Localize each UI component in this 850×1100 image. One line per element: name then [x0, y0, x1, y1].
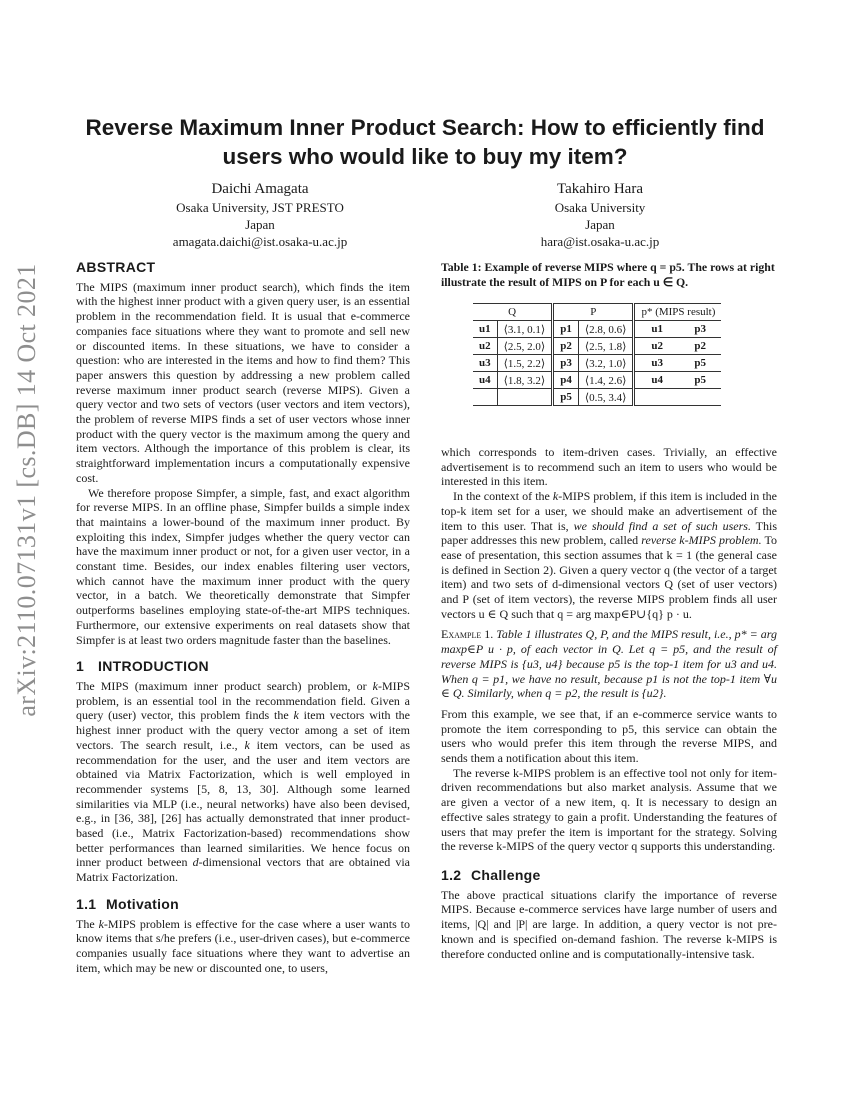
text-run: item vectors with the highest inner product with the query vector among a set of item vectors. The search result, i.e.,	[76, 708, 411, 752]
cell-p: p2	[553, 338, 579, 355]
cell-result-p: p2	[679, 338, 721, 355]
abstract-paragraph-2: We therefore propose Simpfer, a simple, fast, and exact algorithm for reverse MIPS. In an offline phase, Simpfer builds a simple index that maintains a lower-bound of the maximum inner product. By exploiting this index, Simpfer judges whether the query vector can have the maximum inner product or not, for a given user vector, in a constant time. Besides, our index enables filtering user vectors, which cannot have the maximum inner product with the query vector, in a batch. We theoretically demonstrate that Simpfer outperforms baselines employing state-of-the-art MIPS techniques. Furthermore, our extensive experiments on real datasets show that Simpfer is at least two orders magnitude faster than the baselines.	[76, 485, 410, 647]
table-row	[473, 321, 721, 338]
author-block-1	[110, 180, 410, 250]
table-row	[473, 355, 721, 372]
text-run: -dimensional vectors that are obtained via Matrix Factorization.	[76, 855, 410, 885]
text-run: To ease of presentation, this section assumes that k = 1 (the general case is defined in Section 2). Given a query vector q (the vector of a target item) and two sets of d-dimensional vectors Q (set of user vectors) and P (set of item vectors), the reverse MIPS problem finds all user vectors u ∈ Q such that q = arg maxp∈P∪{q} p · u.	[441, 533, 777, 621]
context-paragraph	[441, 489, 777, 621]
market-analysis-paragraph: The reverse k-MIPS problem is an effective tool not only for item-driven recommendations but also market analysis. Assume that we are given a vector of a new item, q. It is necessary to design an effective sales strategy to gain a profit. Understanding the features of users that may prefer the item is important for the strategy. Solving the reverse k-MIPS of the query vector q supports this understanding.	[441, 765, 777, 854]
author-name: Daichi Amagata	[211, 181, 309, 197]
author-email: amagata.daichi@ist.osaka-u.ac.jp	[172, 234, 348, 249]
author-country: Japan	[585, 217, 615, 232]
cell-u-vector: ⟨3.1, 0.1⟩	[497, 321, 553, 338]
intro-heading	[76, 659, 410, 674]
author-block-2	[450, 180, 750, 250]
cell-u: u2	[473, 338, 497, 355]
author-affiliation: Osaka University, JST PRESTO	[176, 200, 344, 215]
cell-p: p5	[553, 389, 579, 406]
header-mips-result: p* (MIPS result)	[634, 304, 721, 321]
header-p: P	[553, 304, 634, 321]
cell-p: p1	[553, 321, 579, 338]
cell-p-vector: ⟨1.4, 2.6⟩	[578, 372, 634, 389]
cell-u: u1	[473, 321, 497, 338]
author-country: Japan	[245, 217, 275, 232]
author-name: Takahiro Hara	[557, 181, 643, 197]
text-run: -MIPS problem is effective for the case where a user wants to know items that s/he prefers (i.e., user-driven cases), but e-commerce companies usually face situations where they want to advertise an item, which may be new or discounted one, to users,	[76, 916, 411, 975]
table-header-row	[473, 304, 721, 321]
arxiv-sidebar	[5, 263, 49, 717]
cell-result-u	[634, 389, 679, 406]
section-title: Challenge	[471, 866, 541, 883]
section-number: 1	[76, 658, 85, 675]
cell-u: u4	[473, 372, 497, 389]
math-var: k	[552, 489, 559, 504]
mips-example-table	[473, 303, 721, 406]
math-var: k	[244, 737, 250, 752]
abstract-paragraph-1: The MIPS (maximum inner product search), which finds the item with the highest inner product with a given query user, is an essential problem in the recommendation field. It is usual that e-commerce companies face situations where they want to promote and sell new or discounted items. In these situations, we have to consider a question: who are interested in the items and how to find them? This paper answers this question by addressing a new problem called reverse maximum inner product search (reverse MIPS). Given a query vector and two sets of vectors (user vectors and item vectors), the problem of reverse MIPS finds a set of user vectors whose inner product with the query vector is the maximum among the query and item vectors. Although the importance of this problem is clear, its straightforward implementation incurs a computationally expensive cost.	[76, 279, 410, 485]
author-affiliation: Osaka University	[554, 200, 646, 215]
cell-result-p	[679, 389, 721, 406]
section-number: 1.1	[76, 895, 97, 912]
section-number: 1.2	[441, 866, 462, 883]
cell-p-vector: ⟨3.2, 1.0⟩	[578, 355, 634, 372]
author-email: hara@ist.osaka-u.ac.jp	[540, 234, 660, 249]
cell-p-vector: ⟨0.5, 3.4⟩	[578, 389, 634, 406]
motivation-heading	[76, 897, 410, 912]
paper-title: Reverse Maximum Inner Product Search: How to efficiently find users who would like to buy my item?	[85, 115, 765, 169]
challenge-heading	[441, 868, 777, 883]
arxiv-identifier: arXiv:2110.07131v1 [cs.DB] 14 Oct 2021	[12, 263, 41, 717]
example-1	[441, 627, 777, 701]
example-text: Table 1 illustrates Q, P, and the MIPS result, i.e., p* = arg maxp∈P u · p, of each vector in Q. Let q = p5, and the result of reverse MIPS is {u3, u4} because p5 is the top-1 item for u3 and u4. When q = p1, we have no result, because p1 is not the top-1 item ∀u ∈ Q. Similarly, when q = p2, the result is {u2}.	[441, 627, 777, 701]
cell-u	[473, 389, 497, 406]
right-column	[441, 445, 777, 961]
cell-p-vector: ⟨2.5, 1.8⟩	[578, 338, 634, 355]
table-row	[473, 338, 721, 355]
example-followup-paragraph: From this example, we see that, if an e-commerce service wants to promote the item corresponding to p5, this service can obtain the users who would prefer this item through the reverse MIPS, and sends them a notification about this item.	[441, 706, 777, 766]
table-caption: Table 1: Example of reverse MIPS where q = p5. The rows at right illustrate the result of MIPS on P for each u ∈ Q.	[441, 260, 775, 289]
text-run: The MIPS (maximum inner product search) problem, or	[76, 678, 373, 693]
math-var: k	[372, 678, 378, 693]
cell-p: p4	[553, 372, 579, 389]
left-column	[76, 260, 410, 975]
example-label: Example 1.	[441, 627, 494, 642]
cell-result-u: u3	[634, 355, 679, 372]
abstract-heading: ABSTRACT	[76, 259, 156, 275]
continuation-paragraph: which corresponds to item-driven cases. Trivially, an effective advertisement is to recommend such an item to users who would be interested in this item.	[441, 445, 777, 489]
cell-p: p3	[553, 355, 579, 372]
motivation-paragraph	[76, 917, 410, 976]
cell-result-u: u1	[634, 321, 679, 338]
header-q: Q	[473, 304, 553, 321]
section-title: INTRODUCTION	[98, 658, 209, 675]
cell-result-p: p5	[679, 355, 721, 372]
math-var: d	[192, 855, 199, 870]
text-run: This paper addresses this new problem, called	[441, 518, 778, 548]
emphasis-text: we should find a set of such users.	[573, 518, 751, 533]
cell-result-u: u4	[634, 372, 679, 389]
text-run: The	[76, 916, 99, 931]
cell-u-vector	[497, 389, 553, 406]
challenge-paragraph: The above practical situations clarify the importance of reverse MIPS. Because e-commerce services have large number of users and items, |Q| and |P| are large. In addition, a query vector is not pre-known and is specified on-demand fashion. The reverse k-MIPS is therefore conducted online and is computationally-intensive task.	[441, 887, 777, 961]
cell-u-vector: ⟨1.8, 3.2⟩	[497, 372, 553, 389]
text-run: -MIPS problem, is an essential tool in the recommendation field. Given a query (user) vector, this problem finds the	[76, 678, 410, 723]
emphasis-text: reverse k-MIPS problem.	[641, 533, 762, 548]
text-run: item vectors, can be used as recommendation for the user, and the user and item vectors are obtained via Matrix Factorization, which is well employed in recommender systems [5, 8, 13, 30]. Although some learned similarities via MLP (i.e., neural networks) have also been devised, e.g., in [36, 38], [26] has actually demonstrated that inner product-based (i.e., Matrix Factorization-based) recommendations show better performances than learned similarities. We hence focus on inner product between	[76, 737, 410, 870]
text-run: In the context of the	[453, 489, 553, 504]
section-title: Motivation	[106, 895, 179, 912]
cell-u-vector: ⟨1.5, 2.2⟩	[497, 355, 553, 372]
table-row	[473, 389, 721, 406]
math-var: k	[98, 916, 104, 931]
cell-p-vector: ⟨2.8, 0.6⟩	[578, 321, 634, 338]
cell-result-p: p5	[679, 372, 721, 389]
cell-result-p: p3	[679, 321, 721, 338]
cell-u-vector: ⟨2.5, 2.0⟩	[497, 338, 553, 355]
cell-result-u: u2	[634, 338, 679, 355]
intro-paragraph	[76, 679, 410, 885]
text-run: -MIPS problem, if this item is included in the top-k item set for a user, we should make an advertisement of the item to this user. That is,	[441, 489, 777, 533]
math-var: k	[293, 708, 299, 723]
table-row	[473, 372, 721, 389]
cell-u: u3	[473, 355, 497, 372]
